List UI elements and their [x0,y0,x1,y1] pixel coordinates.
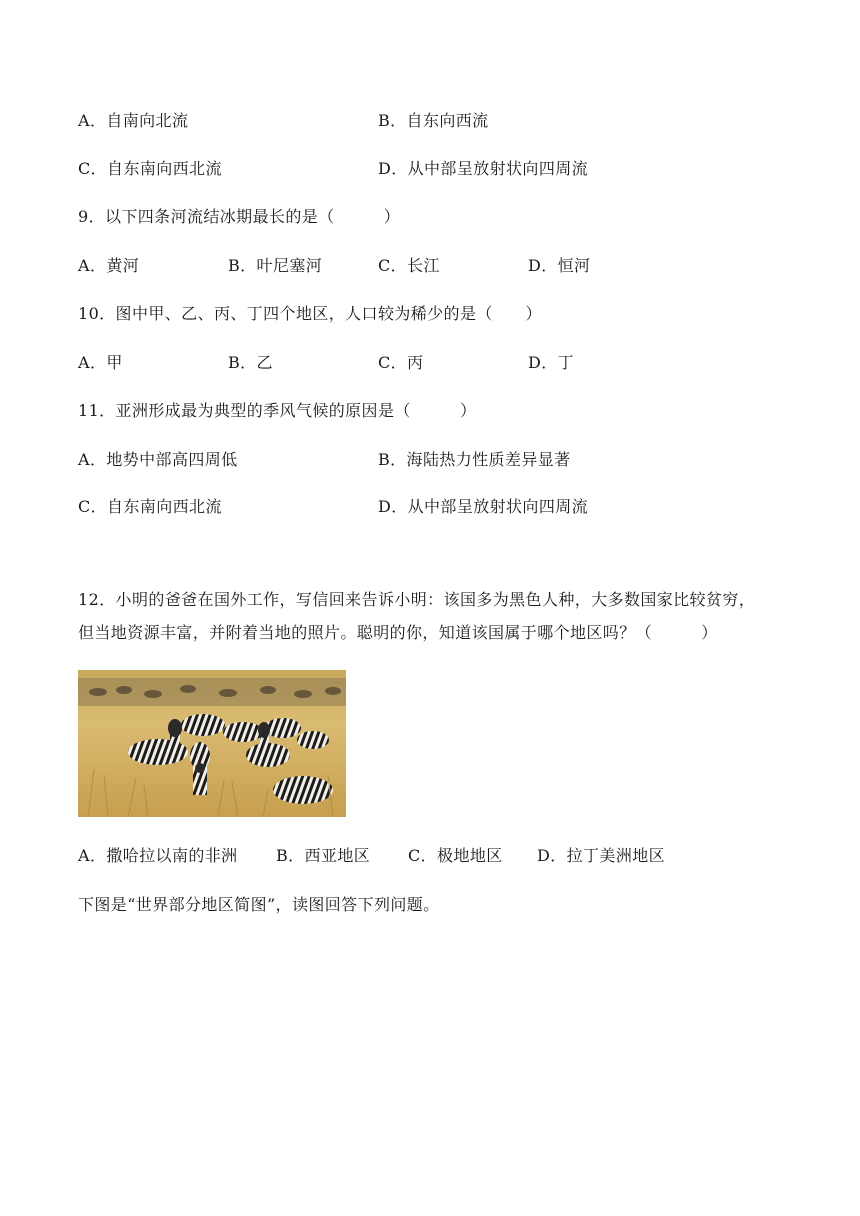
q10-option-b: B．乙 [228,353,273,372]
q12-option-b: B．西亚地区 [276,846,371,865]
q8-option-b: B．自东向西流 [378,111,489,130]
q12-stem-line2: 但当地资源丰富，并附着当地的照片。聪明的你，知道该国属于哪个地区吗？（ ） [78,623,718,642]
q9-option-c: C．长江 [378,256,440,275]
q9-stem: 9．以下四条河流结冰期最长的是（ ） [78,207,401,226]
q9-option-b: B．叶尼塞河 [228,256,323,275]
q10-option-a: A．甲 [78,353,123,372]
q12-stem-line1: 12．小明的爸爸在国外工作，写信回来告诉小明：该国多为黑色人种，大多数国家比较贫穷， [78,590,756,609]
q8-option-c: C．自东南向西北流 [78,159,222,178]
q9-option-a: A．黄河 [78,256,140,275]
q8-option-d: D．从中部呈放射状向四周流 [378,159,589,178]
q9-option-d: D．恒河 [528,256,591,275]
map-section-intro: 下图是“世界部分地区简图”，读图回答下列问题。 [78,895,440,914]
q10-option-d: D．丁 [528,353,575,372]
q12-option-c: C．极地地区 [408,846,503,865]
q11-option-b: B．海陆热力性质差异显著 [378,450,571,469]
q10-option-c: C．丙 [378,353,424,372]
q12-option-d: D．拉丁美洲地区 [537,846,666,865]
q12-option-a: A．撒哈拉以南的非洲 [78,846,238,865]
zebra-savanna-photo [78,670,346,817]
q10-stem: 10．图中甲、乙、丙、丁四个地区，人口较为稀少的是（ ） [78,304,542,323]
q11-stem: 11．亚洲形成最为典型的季风气候的原因是（ ） [78,401,477,420]
q11-option-d: D．从中部呈放射状向四周流 [378,497,589,516]
q11-option-c: C．自东南向西北流 [78,497,222,516]
q8-option-a: A．自南向北流 [78,111,189,130]
q11-option-a: A．地势中部高四周低 [78,450,238,469]
